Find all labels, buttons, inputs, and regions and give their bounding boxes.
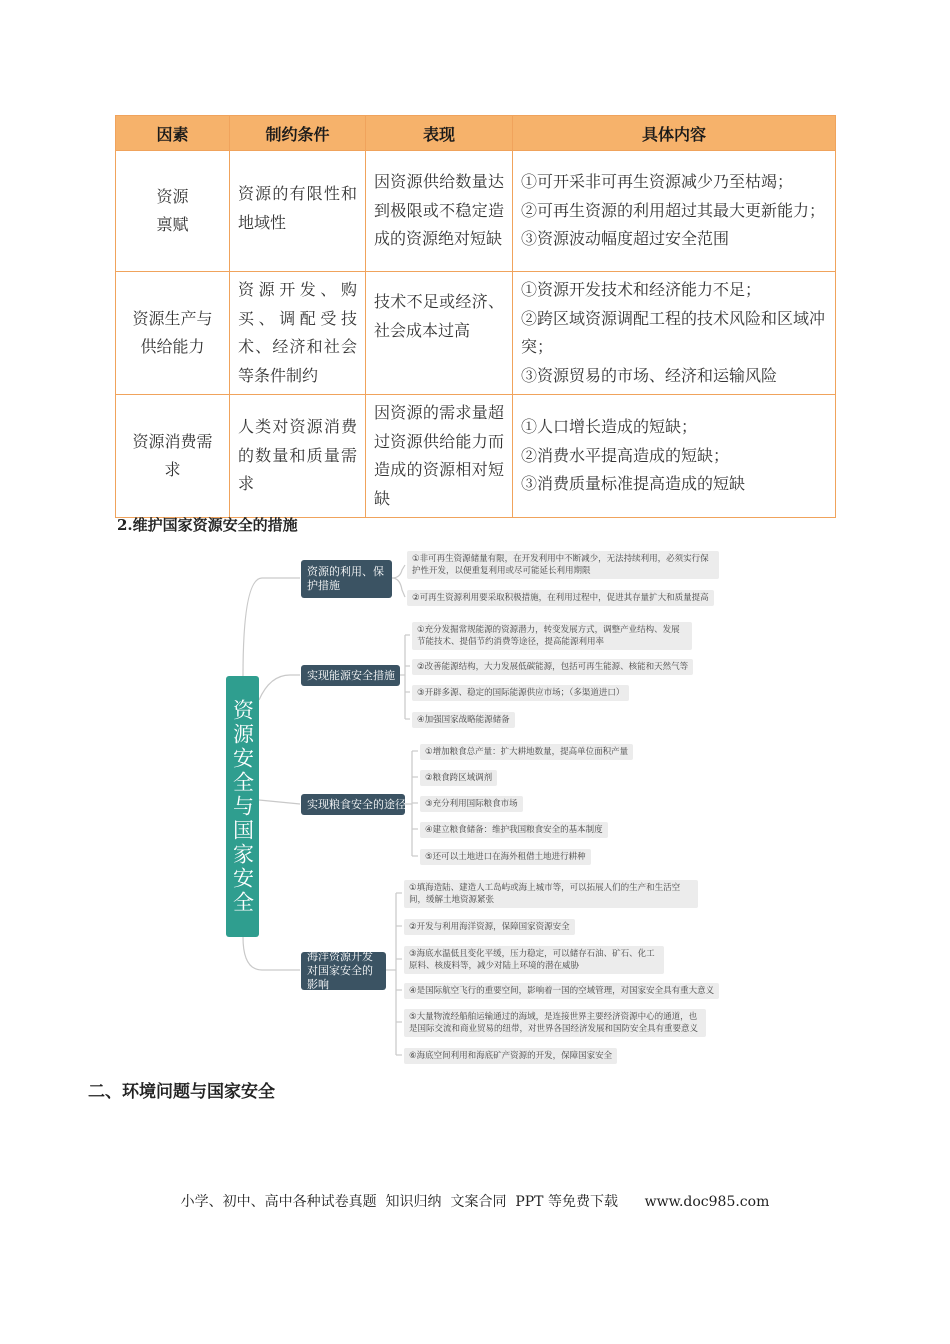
factor-line: 求 — [164, 460, 181, 479]
mindmap-root: 资源安全与国家安全 — [226, 676, 259, 937]
detail-line: ②可再生资源的利用超过其最大更新能力； — [521, 200, 826, 220]
leaf-item: ②可再生资源利用要采取积极措施，在利用过程中，促进其存量扩大和质量提高 — [407, 590, 714, 606]
leaf-item: ①非可再生资源储量有限，在开发利用中不断减少，无法持续利用，必须实行保护性开发，以便重复利用或尽可能延长利用期限 — [407, 551, 719, 579]
cell-factor — [116, 395, 230, 518]
leaf-item: ④建立粮食储备：维护我国粮食安全的基本制度 — [420, 822, 608, 838]
header-factor: 因素 — [116, 116, 230, 151]
cell-factor — [116, 272, 230, 395]
leaf-item: ⑥海底空间利用和海底矿产资源的开发，保障国家安全 — [404, 1048, 617, 1064]
cell-manifestation: 因资源供给数量达到极限或不稳定造成的资源绝对短缺 — [366, 151, 513, 272]
detail-line: ③资源贸易的市场、经济和运输风险 — [521, 365, 778, 385]
leaf-item: ④加强国家战略能源储备 — [412, 712, 515, 728]
section-heading: 2.维护国家资源安全的措施 — [117, 516, 298, 534]
table-row — [116, 272, 836, 395]
detail-line: ②跨区域资源调配工程的技术风险和区域冲突； — [521, 308, 826, 356]
cell-manifestation: 因资源的需求量超过资源供给能力而造成的资源相对短缺 — [366, 395, 513, 518]
leaf-item: ②粮食跨区域调剂 — [420, 770, 497, 786]
part-two-heading: 二、环境问题与国家安全 — [88, 1082, 275, 1102]
factor-table — [115, 115, 836, 518]
leaf-item: ②开发与利用海洋资源，保障国家资源安全 — [404, 919, 575, 935]
footer-text: 小学、初中、高中各种试卷真题 知识归纳 文案合同 PPT 等免费下载 www.doc985.com — [180, 1194, 770, 1210]
detail-line: ③资源波动幅度超过安全范围 — [521, 229, 730, 249]
cell-details — [513, 395, 836, 518]
leaf-item: ④是国际航空飞行的重要空间，影响着一国的空域管理，对国家安全具有重大意义 — [404, 983, 719, 999]
table-row — [116, 151, 836, 272]
cell-manifestation: 技术不足或经济、社会成本过高 — [366, 272, 513, 395]
header-details: 具体内容 — [513, 116, 836, 151]
branch-ocean-development: 海洋资源开发对国家安全的影响 — [301, 952, 386, 990]
branch-resource-protection: 资源的利用、保护措施 — [301, 560, 392, 598]
detail-line: ①资源开发技术和经济能力不足； — [521, 280, 762, 299]
table-row — [116, 395, 836, 518]
leaf-item: ①增加粮食总产量：扩大耕地数量，提高单位面积产量 — [420, 744, 633, 760]
leaf-item: ①填海造陆、建造人工岛屿或海上城市等，可以拓展人们的生产和生活空间，缓解土地资源紧张 — [404, 880, 698, 908]
cell-details — [513, 151, 836, 272]
leaf-item: ③充分利用国际粮食市场 — [420, 796, 523, 812]
branch-energy-security: 实现能源安全措施 — [301, 665, 400, 686]
cell-details — [513, 272, 836, 395]
detail-line: ①人口增长造成的短缺； — [521, 417, 698, 437]
cell-factor — [116, 151, 230, 272]
branch-food-security: 实现粮食安全的途径 — [301, 794, 405, 815]
leaf-item: ①充分发掘常规能源的资源潜力，转变发展方式，调整产业结构、发展节能技术、提倡节约消费等途径，提高能源利用率 — [412, 622, 692, 650]
factor-line: 资源消费需 — [132, 431, 213, 451]
leaf-item: ③开辟多源、稳定的国际能源供应市场；（多渠道进口） — [412, 685, 629, 701]
header-condition: 制约条件 — [230, 116, 366, 151]
table-header-row — [116, 116, 836, 151]
cell-condition: 资源的有限性和地域性 — [230, 151, 366, 272]
leaf-item: ②改善能源结构，大力发展低碳能源，包括可再生能源、核能和天然气等 — [412, 659, 693, 675]
leaf-item: ⑤还可以土地进口在海外租借土地进行耕种 — [420, 849, 591, 865]
cell-condition: 人类对资源消费的数量和质量需求 — [230, 395, 366, 518]
detail-line: ①可开采非可再生资源减少乃至枯竭； — [521, 172, 794, 192]
factor-line: 资源 — [156, 186, 189, 206]
leaf-item: ⑤大量物流经船舶运输通过的海域，是连接世界主要经济资源中心的通道，也是国际交流和商业贸易的纽带，对世界各国经济发展和国防安全具有重要意义 — [404, 1009, 706, 1037]
detail-line: ②消费水平提高造成的短缺； — [521, 445, 730, 465]
detail-line: ③消费质量标准提高造成的短缺 — [521, 474, 746, 494]
factor-line: 供给能力 — [140, 337, 205, 356]
cell-condition: 资源开发、购买、调配受技术、经济和社会等条件制约 — [230, 272, 366, 395]
header-manifestation: 表现 — [366, 116, 513, 151]
leaf-item: ③海底水温低且变化平缓，压力稳定，可以储存石油、矿石、化工原料、核废料等，减少对陆上环境的潜在威胁 — [404, 946, 664, 974]
factor-line: 禀赋 — [156, 215, 189, 234]
factor-line: 资源生产与 — [132, 308, 213, 328]
